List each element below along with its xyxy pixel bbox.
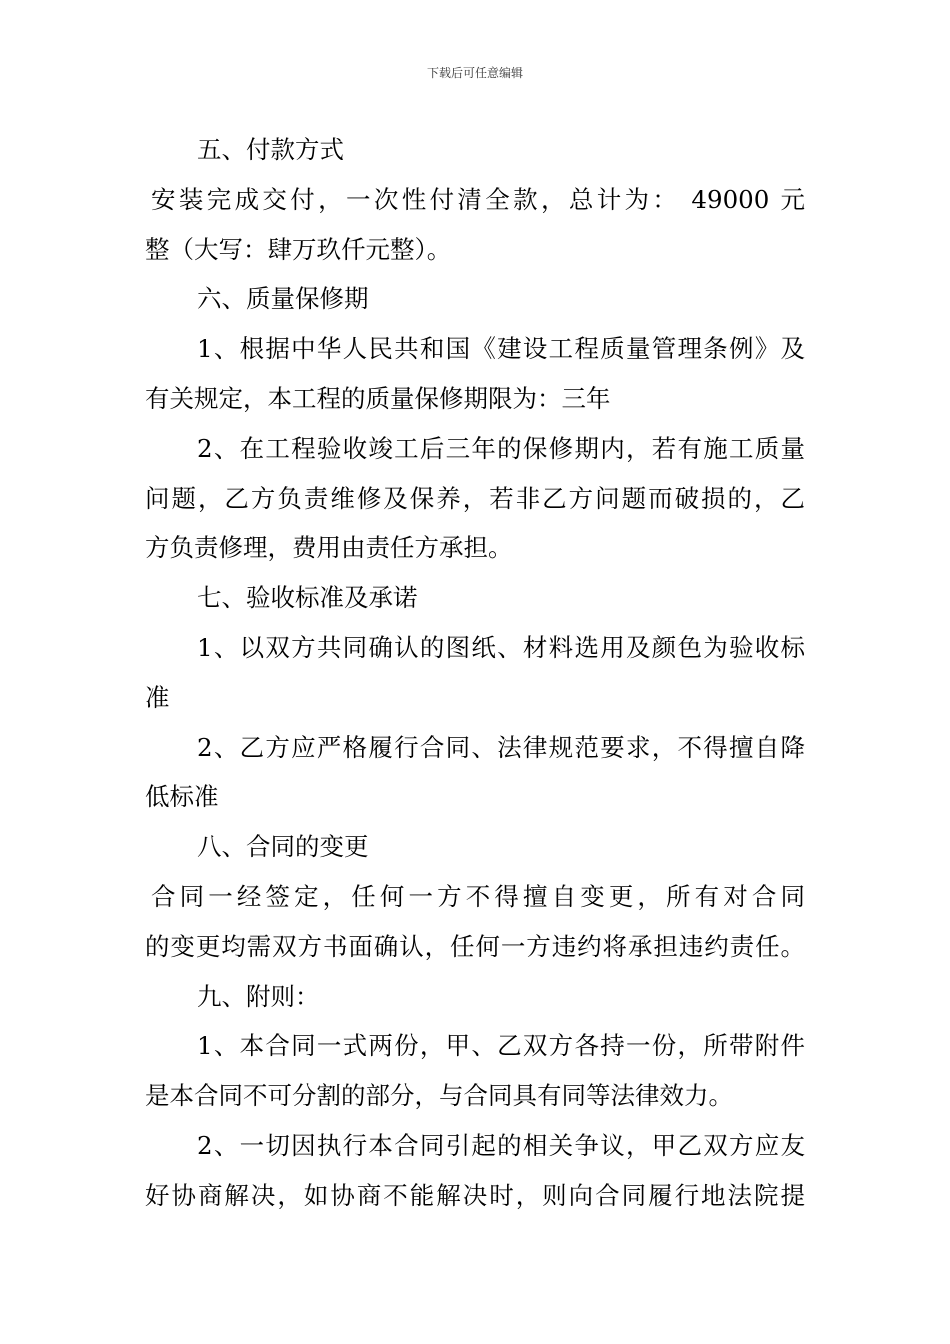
text-line: 2、一切因执行本合同引起的相关争议，甲乙双方应友	[197, 1130, 805, 1160]
text-line: 有关规定，本工程的质量保修期限为：三年	[145, 383, 611, 413]
text-line: 2、在工程验收竣工后三年的保修期内，若有施工质量	[197, 433, 805, 463]
text-line: 问题，乙方负责维修及保养，若非乙方问题而破损的，乙	[145, 483, 805, 513]
text-line: 九、附则：	[197, 981, 320, 1011]
text-line: 五、付款方式	[197, 135, 344, 164]
text-line: 方负责修理，费用由责任方承担。	[145, 533, 513, 563]
document-body	[145, 125, 805, 1221]
text-line: 准	[145, 682, 170, 712]
text-line: 1、根据中华人民共和国《建设工程质量管理条例》及	[197, 334, 805, 364]
text-line: 的变更均需双方书面确认，任何一方违约将承担违约责任。	[145, 931, 805, 961]
page-header: 下载后可任意编辑	[426, 66, 523, 80]
text-line: 合同一经签定，任何一方不得擅自变更，所有对合同	[151, 881, 805, 911]
text-line: 安装完成交付，一次性付清全款，总计为： 49000 元	[151, 184, 805, 214]
text-line: 1、以双方共同确认的图纸、材料选用及颜色为验收标	[197, 632, 805, 662]
text-line: 低标准	[145, 782, 219, 812]
text-line: 七、验收标准及承诺	[197, 583, 418, 613]
text-line: 是本合同不可分割的部分，与合同具有同等法律效力。	[145, 1081, 733, 1111]
text-line: 2、乙方应严格履行合同、法律规范要求，不得擅自降	[197, 732, 805, 762]
text-line: 六、质量保修期	[197, 284, 369, 314]
text-line: 1、本合同一式两份，甲、乙双方各持一份，所带附件	[197, 1031, 805, 1061]
text-line: 八、合同的变更	[197, 832, 369, 862]
text-line: 整（大写：肆万玖仟元整）。	[145, 234, 452, 264]
text-line: 好协商解决，如协商不能解决时，则向合同履行地法院提	[145, 1180, 805, 1210]
